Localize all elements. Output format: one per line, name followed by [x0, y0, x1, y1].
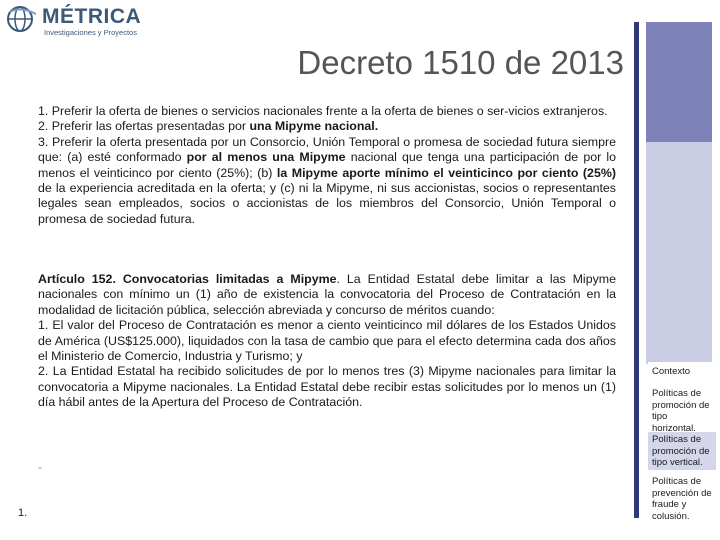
- logo-tagline: Investigaciones y Proyectos: [44, 28, 137, 37]
- list-number: 1.: [18, 507, 28, 519]
- page-title: Decreto 1510 de 2013: [297, 44, 624, 81]
- article-152-body: . La Entidad Estatal debe limitar a las Mipyme nacionales con mínimo un (1) año de existencia la convocatoria del Proceso de Contratación en la modalidad de licitación pública, selección abreviada y concurso de méritos cuando:: [38, 272, 616, 317]
- accent-bar-dark: [634, 22, 639, 518]
- preference-item-2-text: 2. Preferir las ofertas presentadas por: [38, 119, 250, 134]
- globe-icon: [6, 4, 40, 34]
- sidebar-nav: [648, 362, 716, 526]
- article-152-intro: [38, 272, 616, 318]
- list-dash: -: [38, 460, 42, 474]
- preference-item-3: [38, 135, 616, 227]
- preference-item-2-bold: una Mipyme nacional.: [249, 119, 379, 134]
- sidebar-item-horizontal[interactable]: Políticas de promoción de tipo horizontal.: [648, 386, 716, 428]
- accent-bar-top: [646, 22, 712, 142]
- logo-name: MÉTRICA: [42, 5, 142, 28]
- decree-preferences-text: [38, 104, 616, 227]
- accent-bar-light: [646, 142, 712, 364]
- preference-item-3-text-c: nacional que tenga una participación de por lo menos el veinticinco por ciento (25%); (b): [38, 150, 617, 180]
- preference-item-3-text-e: de la experiencia acreditada en la oferta; y (c) ni la Mipyme, ni sus accionistas, socios o representantes legales sean empleados, socios o accionistas de los miembros del Consorcio, Unión Temporal o promesa de sociedad futura.: [38, 181, 616, 226]
- preference-item-3-bold-b: por al menos una Mipyme: [186, 150, 346, 165]
- article-152-text: [38, 272, 616, 411]
- article-152-item-1: 1. El valor del Proceso de Contratación es menor a ciento veinticinco mil dólares de los Estados Unidos de América (US$125.000), liquidados con la tasa de cambio que para el efecto determina cada dos años el Ministerio de Comercio, Industria y Turismo; y: [38, 318, 616, 364]
- article-152-heading: Artículo 152. Convocatorias limitadas a Mipyme: [38, 272, 337, 286]
- sidebar-item-fraude[interactable]: Políticas de prevención de fraude y colusión.: [648, 474, 716, 526]
- sidebar-item-contexto[interactable]: Contexto: [648, 362, 716, 382]
- preference-item-3-bold-d: la Mipyme aporte mínimo el veinticinco por ciento (25%): [276, 165, 616, 180]
- metrica-logo: [6, 4, 146, 38]
- preference-item-2: [38, 119, 616, 134]
- sidebar-item-vertical[interactable]: Políticas de promoción de tipo vertical.: [648, 432, 716, 470]
- article-152-item-2: 2. La Entidad Estatal ha recibido solicitudes de por lo menos tres (3) Mipyme nacionales para limitar la convocatoria a Mipyme nacionales. La Entidad Estatal debe recibir estas solicitudes por lo menos un (1) día hábil antes de la Apertura del Proceso de Contratación.: [38, 364, 616, 410]
- preference-item-1: 1. Preferir la oferta de bienes o servicios nacionales frente a la oferta de bienes o ser-vicios extranjeros.: [38, 104, 608, 118]
- preference-item-3-text-a: 3. Preferir la oferta presentada por un Consorcio, Unión Temporal o promesa de sociedad futura siempre que: (a) esté conformado: [38, 134, 616, 165]
